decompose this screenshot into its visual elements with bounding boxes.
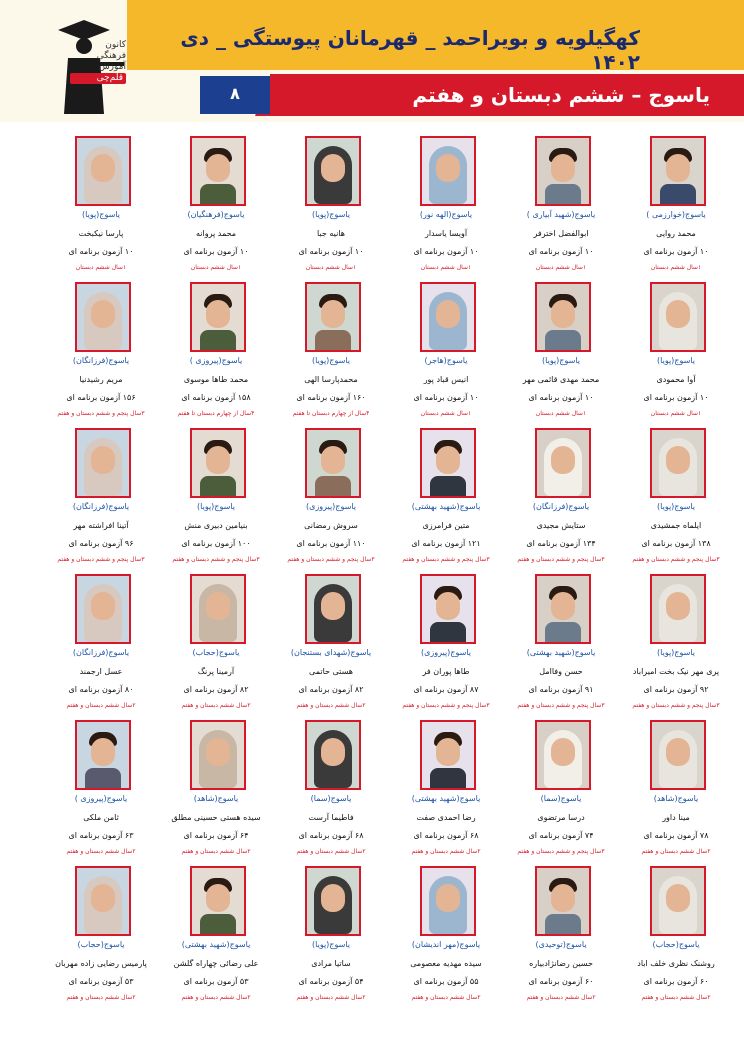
student-name: درسا مرتضوی — [537, 813, 585, 822]
student-photo — [190, 136, 246, 206]
student-exam-count: ۸۷ آزمون برنامه ای — [413, 685, 479, 694]
student-card — [620, 282, 732, 430]
student-photo — [420, 136, 476, 206]
student-photo — [535, 720, 591, 790]
student-years: ۱سال ششم دبستان — [420, 410, 472, 417]
student-exam-count: ۹۶ آزمون برنامه ای — [68, 539, 134, 548]
student-school: یاسوج(الهه نور) — [419, 210, 473, 219]
student-name: علی رضائی چهاراه گلشن — [173, 959, 259, 968]
student-card — [275, 428, 387, 576]
student-name: پارسا نیکبخت — [78, 229, 124, 238]
student-photo — [535, 282, 591, 352]
student-years: ۲سال ششم دبستان و هفتم — [411, 994, 481, 1001]
student-photo — [75, 574, 131, 644]
student-card — [275, 720, 387, 868]
student-card — [505, 866, 617, 1014]
student-card — [390, 720, 502, 868]
student-years: ۱سال ششم دبستان — [75, 264, 127, 271]
student-card — [390, 428, 502, 576]
student-name: هستی حاتمی — [309, 667, 353, 676]
student-exam-count: ۵۴ آزمون برنامه ای — [298, 977, 364, 986]
student-photo — [190, 428, 246, 498]
student-exam-count: ۱۵۸ آزمون برنامه ای — [181, 393, 251, 402]
student-photo — [650, 574, 706, 644]
student-exam-count: ۹۲ آزمون برنامه ای — [643, 685, 709, 694]
student-card — [505, 136, 617, 284]
student-photo — [75, 136, 131, 206]
student-years: ۲سال ششم دبستان و هفتم — [296, 848, 366, 855]
student-school: یاسوج(شهید بهشتی) — [411, 794, 481, 803]
student-school: یاسوج(پیروزی) — [421, 648, 471, 657]
student-card — [390, 136, 502, 284]
student-photo — [420, 282, 476, 352]
student-years: ۳سال پنجم و ششم دبستان و هفتم — [57, 556, 145, 563]
student-years: ۳سال پنجم و ششم دبستان و هفتم — [287, 556, 375, 563]
student-exam-count: ۱۱۰ آزمون برنامه ای — [296, 539, 366, 548]
student-school: یاسوج(پیروزی ) — [74, 794, 128, 803]
student-school: یاسوج(پویا) — [657, 502, 695, 511]
student-exam-count: ۶۸ آزمون برنامه ای — [413, 831, 479, 840]
student-photo — [305, 866, 361, 936]
student-years: ۱سال ششم دبستان — [305, 264, 357, 271]
student-exam-count: ۸۰ آزمون برنامه ای — [68, 685, 134, 694]
student-school: یاسوج(پیروزی ) — [189, 356, 243, 365]
student-exam-count: ۶۳ آزمون برنامه ای — [68, 831, 134, 840]
student-card — [275, 574, 387, 722]
student-exam-count: ۱۰ آزمون برنامه ای — [413, 247, 479, 256]
student-exam-count: ۷۸ آزمون برنامه ای — [643, 831, 709, 840]
student-exam-count: ۸۲ آزمون برنامه ای — [183, 685, 249, 694]
student-exam-count: ۶۰ آزمون برنامه ای — [643, 977, 709, 986]
student-school: یاسوج(شهدای بستنجان) — [290, 648, 372, 657]
student-photo — [190, 574, 246, 644]
student-name: بنیامین دبیری منش — [184, 521, 248, 530]
student-school: یاسوج(خوارزمی ) — [646, 210, 706, 219]
student-photo — [190, 720, 246, 790]
student-photo — [650, 866, 706, 936]
student-card — [620, 720, 732, 868]
student-name: آویسا یاسدار — [424, 229, 468, 238]
student-name: ایلماه جمشیدی — [650, 521, 702, 530]
student-photo — [75, 720, 131, 790]
student-name: حسین رضانژادبیاره — [529, 959, 593, 968]
student-exam-count: ۶۸ آزمون برنامه ای — [298, 831, 364, 840]
student-school: یاسوج(حجاب) — [192, 648, 240, 657]
logo-line: فرهنگی — [96, 51, 126, 61]
student-card — [390, 574, 502, 722]
student-name: هانیه جبا — [317, 229, 345, 238]
student-card — [620, 866, 732, 1014]
student-name: آوا محمودی — [656, 375, 696, 384]
student-exam-count: ۱۶۰ آزمون برنامه ای — [296, 393, 366, 402]
student-years: ۳سال پنجم و ششم دبستان و هفتم — [517, 556, 605, 563]
student-name: ستایش مجیدی — [536, 521, 586, 530]
student-name: محمد پروانه — [195, 229, 237, 238]
student-card — [160, 428, 272, 576]
student-card — [45, 720, 157, 868]
student-card — [620, 136, 732, 284]
student-school: یاسوج(فرزانگان) — [72, 502, 130, 511]
student-exam-count: ۱۰۰ آزمون برنامه ای — [181, 539, 251, 548]
student-school: یاسوج(سما) — [540, 794, 582, 803]
student-years: ۱سال ششم دبستان — [535, 264, 587, 271]
student-school: یاسوج(پویا) — [312, 356, 350, 365]
student-exam-count: ۶۰ آزمون برنامه ای — [528, 977, 594, 986]
student-name: ساتیا مرادی — [311, 959, 351, 968]
student-years: ۱سال ششم دبستان — [650, 264, 702, 271]
student-name: روشنک نظری خلف اباد — [637, 959, 715, 968]
student-exam-count: ۱۰ آزمون برنامه ای — [298, 247, 364, 256]
student-school: یاسوج(فرزانگان) — [532, 502, 590, 511]
student-card — [620, 574, 732, 722]
student-school: یاسوج(پویا) — [312, 210, 350, 219]
student-photo — [305, 428, 361, 498]
student-name: سروش رمضانی — [304, 521, 358, 530]
student-school: یاسوج(شهید بهشتی) — [411, 502, 481, 511]
student-name: ابوالفضل اخترفر — [533, 229, 589, 238]
student-card — [160, 720, 272, 868]
student-exam-count: ۱۲۱ آزمون برنامه ای — [411, 539, 481, 548]
student-years: ۱سال ششم دبستان — [190, 264, 242, 271]
student-photo — [535, 136, 591, 206]
student-years: ۲سال ششم دبستان و هفتم — [66, 702, 136, 709]
student-school: یاسوج(شهید آبیاری ) — [526, 210, 596, 219]
student-photo — [420, 428, 476, 498]
student-years: ۳سال پنجم و ششم دبستان و هفتم — [517, 702, 605, 709]
student-photo — [305, 282, 361, 352]
student-photo — [535, 866, 591, 936]
student-card — [45, 428, 157, 576]
student-exam-count: ۵۳ آزمون برنامه ای — [183, 977, 249, 986]
logo-line: آموزش — [98, 62, 126, 72]
student-card — [390, 282, 502, 430]
student-school: یاسوج(فرزانگان) — [72, 648, 130, 657]
logo-text — [70, 40, 126, 84]
student-card — [45, 866, 157, 1014]
student-photo — [535, 574, 591, 644]
student-card — [160, 136, 272, 284]
student-name: حسن وفاامل — [539, 667, 583, 676]
student-card — [390, 866, 502, 1014]
student-years: ۲سال ششم دبستان و هفتم — [641, 994, 711, 1001]
student-photo — [305, 574, 361, 644]
student-years: ۱سال ششم دبستان — [535, 410, 587, 417]
student-school: یاسوج(پویا) — [657, 648, 695, 657]
student-name: متین فرامرزی — [422, 521, 470, 530]
student-name: عسل ارجمند — [79, 667, 123, 676]
student-name: مینا داور — [662, 813, 690, 822]
student-years: ۳سال پنجم و ششم دبستان و هفتم — [172, 556, 260, 563]
student-school: یاسوج(پویا) — [657, 356, 695, 365]
student-exam-count: ۶۴ آزمون برنامه ای — [183, 831, 249, 840]
student-exam-count: ۱۰ آزمون برنامه ای — [643, 247, 709, 256]
student-photo — [305, 720, 361, 790]
student-card — [505, 282, 617, 430]
student-name: سیده مهدیه معصومی — [410, 959, 482, 968]
student-years: ۲سال ششم دبستان و هفتم — [181, 994, 251, 1001]
student-card — [45, 574, 157, 722]
student-photo — [650, 136, 706, 206]
student-years: ۳سال پنجم و ششم دبستان و هفتم — [632, 702, 720, 709]
student-years: ۲سال ششم دبستان و هفتم — [181, 848, 251, 855]
student-card — [160, 282, 272, 430]
student-years: ۲سال ششم دبستان و هفتم — [181, 702, 251, 709]
student-name: انیس قباد پور — [423, 375, 469, 384]
student-school: یاسوج(سما) — [310, 794, 352, 803]
student-card — [275, 866, 387, 1014]
student-card — [505, 428, 617, 576]
student-card — [45, 282, 157, 430]
student-photo — [420, 866, 476, 936]
student-name: طاها پوران فر — [422, 667, 470, 676]
student-school: یاسوج(پویا) — [312, 940, 350, 949]
student-name: پارمیس رضایی زاده مهربان — [55, 959, 147, 968]
student-years: ۲سال ششم دبستان و هفتم — [66, 994, 136, 1001]
student-photo — [75, 428, 131, 498]
student-photo — [650, 282, 706, 352]
student-name: ثامن ملکی — [83, 813, 119, 822]
student-photo — [420, 574, 476, 644]
student-card — [45, 136, 157, 284]
student-exam-count: ۱۳۴ آزمون برنامه ای — [526, 539, 596, 548]
logo-line: کانون — [105, 40, 126, 50]
student-years: ۳سال پنجم و ششم دبستان و هفتم — [57, 410, 145, 417]
page-subtitle: یاسوج – ششم دبستان و هفتم — [412, 83, 710, 107]
student-photo — [650, 428, 706, 498]
student-exam-count: ۱۰ آزمون برنامه ای — [643, 393, 709, 402]
student-photo — [305, 136, 361, 206]
student-years: ۴سال از چهارم دبستان تا هفتم — [177, 410, 255, 417]
student-name: محمد روایی — [656, 229, 696, 238]
student-exam-count: ۱۵۶ آزمون برنامه ای — [66, 393, 136, 402]
student-school: یاسوج(حجاب) — [77, 940, 125, 949]
student-photo — [190, 282, 246, 352]
student-school: یاسوج(مهر اندیشان) — [411, 940, 481, 949]
student-school: یاسوج(شاهد) — [653, 794, 699, 803]
student-years: ۳سال پنجم و ششم دبستان و هفتم — [402, 556, 490, 563]
student-years: ۲سال ششم دبستان و هفتم — [66, 848, 136, 855]
student-exam-count: ۱۳۸ آزمون برنامه ای — [641, 539, 711, 548]
student-photo — [650, 720, 706, 790]
student-name: سیده هستی حسینی مطلق — [171, 813, 261, 822]
student-exam-count: ۱۰ آزمون برنامه ای — [183, 247, 249, 256]
student-years: ۱سال ششم دبستان — [420, 264, 472, 271]
student-exam-count: ۹۱ آزمون برنامه ای — [528, 685, 594, 694]
student-exam-count: ۱۰ آزمون برنامه ای — [528, 393, 594, 402]
student-card — [275, 282, 387, 430]
student-name: پری مهر نیک بخت امیراباد — [632, 667, 720, 676]
student-school: یاسوج(فرهنگیان) — [187, 210, 245, 219]
student-exam-count: ۱۰ آزمون برنامه ای — [528, 247, 594, 256]
student-name: محمدپارسا الهی — [304, 375, 358, 384]
student-card — [620, 428, 732, 576]
student-name: آرمینا پرنگ — [197, 667, 235, 676]
student-exam-count: ۵۳ آزمون برنامه ای — [68, 977, 134, 986]
student-school: یاسوج(پویا) — [542, 356, 580, 365]
student-years: ۳سال پنجم و ششم دبستان و هفتم — [402, 702, 490, 709]
student-years: ۴سال از چهارم دبستان تا هفتم — [292, 410, 370, 417]
student-school: یاسوج(توحیدی) — [535, 940, 587, 949]
page-number: ۸ — [230, 84, 240, 103]
student-name: رضا احمدی صفت — [416, 813, 476, 822]
student-exam-count: ۸۲ آزمون برنامه ای — [298, 685, 364, 694]
student-school: یاسوج(شاهد) — [193, 794, 239, 803]
student-name: مریم رشیدنیا — [79, 375, 123, 384]
student-school: یاسوج(هاجر) — [424, 356, 468, 365]
student-school: یاسوج(پویا) — [197, 502, 235, 511]
student-years: ۱سال ششم دبستان — [650, 410, 702, 417]
student-school: یاسوج(فرزانگان) — [72, 356, 130, 365]
student-exam-count: ۱۰ آزمون برنامه ای — [413, 393, 479, 402]
student-photo — [190, 866, 246, 936]
student-card — [505, 720, 617, 868]
student-years: ۲سال ششم دبستان و هفتم — [296, 702, 366, 709]
student-exam-count: ۵۵ آزمون برنامه ای — [413, 977, 479, 986]
student-name: فاطیما آرست — [308, 813, 354, 822]
student-card — [505, 574, 617, 722]
student-photo — [75, 866, 131, 936]
student-school: یاسوج(شهید بهشتی) — [526, 648, 596, 657]
logo-badge: قلم‌چی — [70, 73, 126, 84]
student-school: یاسوج(پویا) — [82, 210, 120, 219]
student-card — [275, 136, 387, 284]
student-school: یاسوج(شهید بهشتی) — [181, 940, 251, 949]
student-years: ۲سال ششم دبستان و هفتم — [641, 848, 711, 855]
student-exam-count: ۷۴ آزمون برنامه ای — [528, 831, 594, 840]
student-card — [160, 866, 272, 1014]
page-title: کهگیلویه و بویراحمد _ قهرمانان پیوستگی _ دی ۱۴۰۲ — [180, 26, 640, 74]
student-school: یاسوج(پیروزی) — [306, 502, 356, 511]
student-exam-count: ۱۰ آزمون برنامه ای — [68, 247, 134, 256]
student-years: ۲سال ششم دبستان و هفتم — [296, 994, 366, 1001]
student-years: ۳سال پنجم و ششم دبستان و هفتم — [632, 556, 720, 563]
student-photo — [75, 282, 131, 352]
student-photo — [535, 428, 591, 498]
student-years: ۳سال پنجم و ششم دبستان و هفتم — [517, 848, 605, 855]
student-photo — [420, 720, 476, 790]
student-card — [160, 574, 272, 722]
student-years: ۲سال ششم دبستان و هفتم — [526, 994, 596, 1001]
student-school: یاسوج(حجاب) — [652, 940, 700, 949]
student-name: آتینا افراشته مهر — [73, 521, 129, 530]
student-name: محمد مهدی قائمی مهر — [522, 375, 600, 384]
student-name: محمد طاها موسوی — [183, 375, 249, 384]
student-years: ۲سال ششم دبستان و هفتم — [411, 848, 481, 855]
